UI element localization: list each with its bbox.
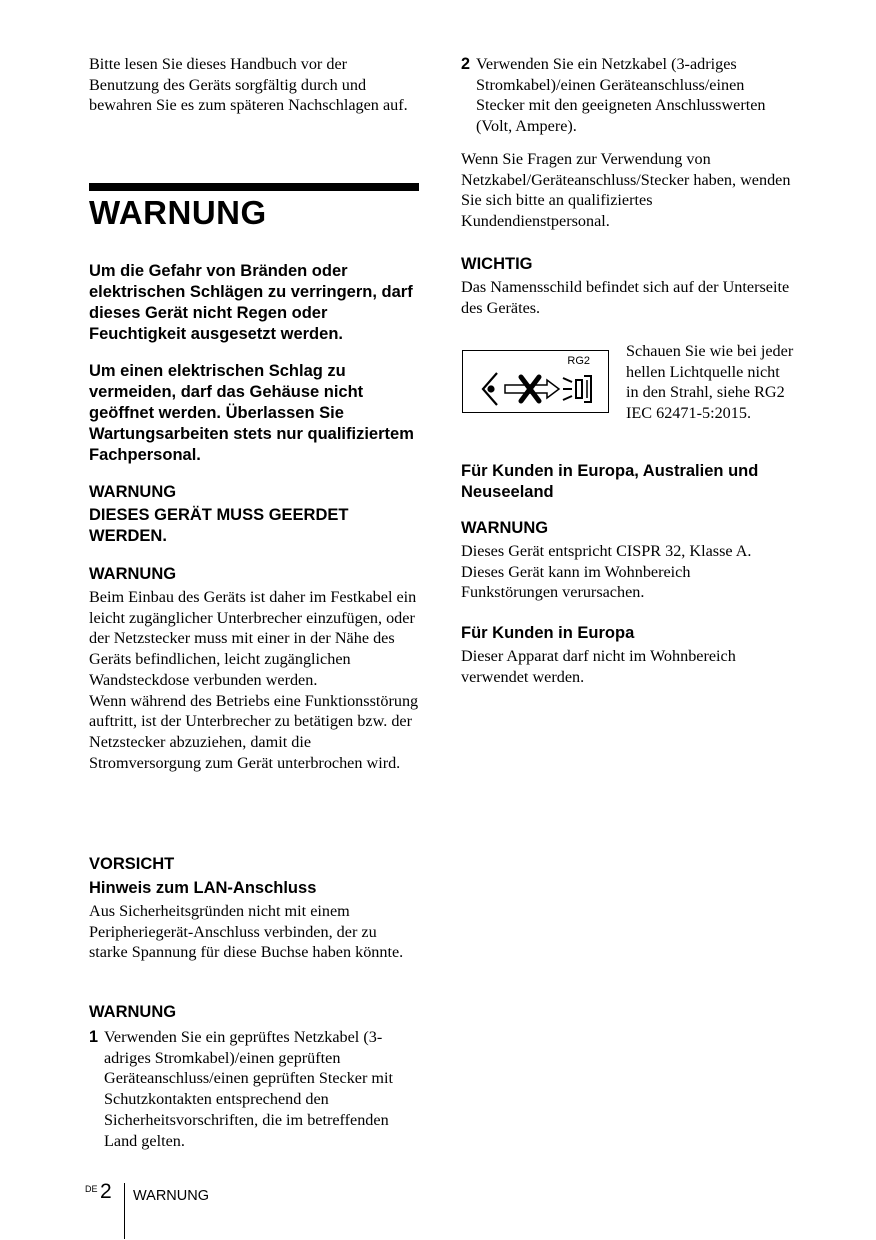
list-text: Verwenden Sie ein geprüftes Netzkabel (3-adriges Stromkabel)/einen geprüften Geräteanschluss/einen geprüften Stecker mit Schutzkontakten entsprechend den Sicherheitsvorschriften, die im betreffenden Land gelten. — [104, 1028, 394, 1150]
fire-warning: Um die Gefahr von Bränden oder elektrischen Schlägen zu verringern, darf dieses Gerät nicht Regen oder Feuchtigkeit ausgesetzt werden. — [89, 262, 413, 343]
caution-heading: VORSICHT — [89, 855, 175, 873]
install-section — [89, 564, 419, 773]
list-item — [89, 1027, 419, 1151]
rg2-text: Schauen Sie wie bei jeder hellen Lichtquelle nicht in den Strahl, siehe RG2 IEC 62471-5:2015. — [626, 342, 794, 423]
cable-section — [89, 1002, 419, 1151]
eu-au-nz-text: Dieses Gerät entspricht CISPR 32, Klasse A. Dieses Gerät kann im Wohnbereich Funkstörungen verursachen. — [461, 542, 752, 602]
page-title: WARNUNG — [89, 194, 267, 231]
eu-text: Dieser Apparat darf nicht im Wohnbereich verwendet werden. — [461, 647, 736, 686]
install-para-1: Beim Einbau des Geräts ist daher im Festkabel ein leicht zugänglicher Unterbrecher einzufügen, oder der Netzstecker muss mit einer in der Nähe des Geräts befindlichen, leicht zugänglichen Wandsteckdose verbunden werden. — [89, 588, 417, 689]
questions-text: Wenn Sie Fragen zur Verwendung von Netzkabel/Geräteanschluss/Stecker haben, wenden Sie sich bitte an qualifiziertes Kundendienstpersonal. — [461, 149, 791, 230]
intro-paragraph: Bitte lesen Sie dieses Handbuch vor der Benutzung des Geräts sorgfältig durch und bewahren Sie es zum späteren Nachschlagen auf. — [89, 55, 408, 115]
list-text: Verwenden Sie ein Netzkabel (3-adriges Stromkabel)/einen Geräteanschluss/einen Stecker mit den geeigneten Anschlusswerten (Volt, Ampere). — [476, 55, 766, 136]
eye-light-hazard-icon — [463, 351, 607, 411]
ground-section — [89, 482, 419, 547]
important-text: Das Namensschild befindet sich auf der Unterseite des Gerätes. — [461, 278, 790, 317]
caution-text: Aus Sicherheitsgründen nicht mit einem Peripheriegerät-Anschluss verbinden, der zu starke Spannung für diese Buchse haben könnte. — [89, 902, 404, 962]
ground-heading: WARNUNG — [89, 483, 177, 501]
ground-text: DIESES GERÄT MUSS GEERDET WERDEN. — [89, 506, 349, 545]
eu-au-nz-section — [461, 461, 791, 603]
rg2-warning-label — [462, 350, 609, 413]
important-heading: WICHTIG — [461, 255, 533, 273]
caution-section — [89, 854, 419, 963]
rg2-label-text: RG2 — [567, 355, 590, 367]
list-number: 1 — [89, 1028, 99, 1046]
eu-au-nz-warn-heading: WARNUNG — [461, 519, 549, 537]
footer-divider — [124, 1183, 125, 1239]
important-section — [461, 254, 791, 318]
cable-continued — [461, 54, 791, 232]
eu-au-nz-heading: Für Kunden in Europa, Australien und Neuseeland — [461, 462, 759, 501]
install-para-2: Wenn während des Betriebs eine Funktionsstörung auftritt, ist der Unterbrecher zu betätigen bzw. der Netzstecker abzuziehen, damit die Stromversorgung zum Gerät unterbrochen wird. — [89, 691, 419, 772]
eu-section — [461, 623, 791, 687]
shock-warning: Um einen elektrischen Schlag zu vermeiden, darf das Gehäuse nicht geöffnet werden. Überlassen Sie Wartungsarbeiten stets nur qualifiziertem Fachpersonal. — [89, 362, 414, 464]
eu-heading: Für Kunden in Europa — [461, 624, 635, 642]
list-number: 2 — [461, 55, 471, 73]
cable-heading: WARNUNG — [89, 1003, 177, 1021]
install-heading: WARNUNG — [89, 565, 177, 583]
footer-language: DE — [85, 1184, 98, 1194]
caution-subheading: Hinweis zum LAN-Anschluss — [89, 879, 317, 897]
title-rule — [89, 183, 419, 191]
footer-section-label: WARNUNG — [133, 1188, 209, 1204]
list-item — [461, 54, 791, 137]
page-number: 2 — [100, 1180, 112, 1203]
